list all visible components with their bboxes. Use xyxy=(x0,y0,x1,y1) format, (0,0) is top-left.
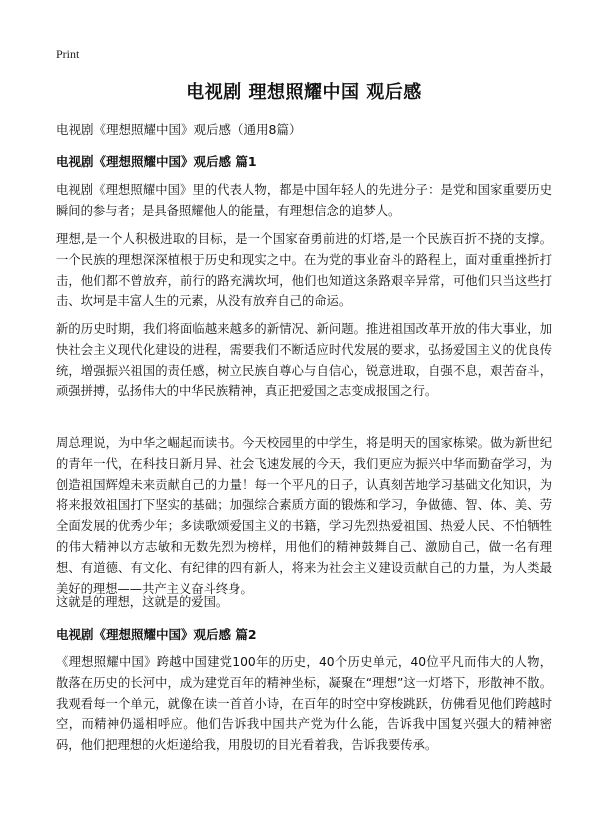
section-1-paragraph-3: 新的历史时期，我们将面临越来越多的新情况、新问题。推进祖国改革开放的伟大事业，加快社会主义现代化建设的进程，需要我们不断适应时代发展的要求，弘扬爱国主义的优良传统，增强振兴祖国的责任感，树立民族自尊心与自信心，锐意进取，自强不息，艰苦奋斗，顽强拼搏，弘扬伟大的中华民族精神，真正把爱国之志变成报国之行。 xyxy=(56,322,552,399)
section-1-paragraph-4: 周总理说，为中华之崛起而读书。今天校园里的中学生，将是明天的国家栋梁。做为新世纪的青年一代，在科技日新月异、社会飞速发展的今天，我们更应为振兴中华而勤奋学习，为创造祖国辉煌未来贡献自己的力量！每一个平凡的日子，认真刻苦地学习基础文化知识，为将来报效祖国打下坚实的基础；加强综合素质方面的锻炼和学习，争做德、智、体、美、劳全面发展的优秀少年；多读歌颂爱国主义的书籍，学习先烈热爱祖国、热爱人民、不怕牺牲的伟大精神以方志敏和无数先烈为榜样，用他们的精神鼓舞自己、激励自己，做一名有理想、有道德、有文化、有纪律的四有新人，将来为社会主义建设贡献自己的力量，为人类最美好的理想——共产主义奋斗终身。 xyxy=(56,436,552,596)
section-1-paragraph-2: 理想,是一个人积极进取的目标，是一个国家奋勇前进的灯塔,是一个民族百折不挠的支撑。一个民族的理想深深植根于历史和现实之中。在为党的事业奋斗的路程上，面对重重挫折打击，他们都不曾放弃，前行的路充满坎坷，他们也知道这条路艰辛异常，可他们只当这些打击、坎坷是丰富人生的元素，从没有放弃自己的命运。 xyxy=(56,232,552,309)
section-heading-2: 电视剧《理想照耀中国》观后感 篇2 xyxy=(56,627,257,642)
print-link[interactable]: Print xyxy=(56,47,80,61)
section-1-paragraph-1: 电视剧《理想照耀中国》里的代表人物，都是中国年轻人的先进分子：是党和国家重要历史瞬间的参与者；是具备照耀他人的能量，有理想信念的追梦人。 xyxy=(56,183,552,218)
section-1-paragraph-5: 这就是的理想，这就是的爱国。 xyxy=(56,595,229,609)
document-subtitle: 电视剧《理想照耀中国》观后感（通用8篇） xyxy=(56,122,302,137)
section-2-paragraph-1: 《理想照耀中国》跨越中国建党100年的历史，40个历史单元，40位平凡而伟大的人物，散落在历史的长河中，成为建党百年的精神坐标，凝聚在“理想”这一灯塔下，形散神不散。我观看每一个单元，就像在读一首首小诗，在百年的时空中穿梭跳跃，仿佛看见他们跨越时空，而精神仍遥相呼应。他们告诉我中国共产党为什么能，告诉我中国复兴强大的精神密码，他们把理想的火炬递给我，用殷切的目光看着我，告诉我要传承。 xyxy=(56,655,552,753)
section-heading-1: 电视剧《理想照耀中国》观后感 篇1 xyxy=(56,154,257,169)
page-title: 电视剧 理想照耀中国 观后感 xyxy=(186,82,422,103)
